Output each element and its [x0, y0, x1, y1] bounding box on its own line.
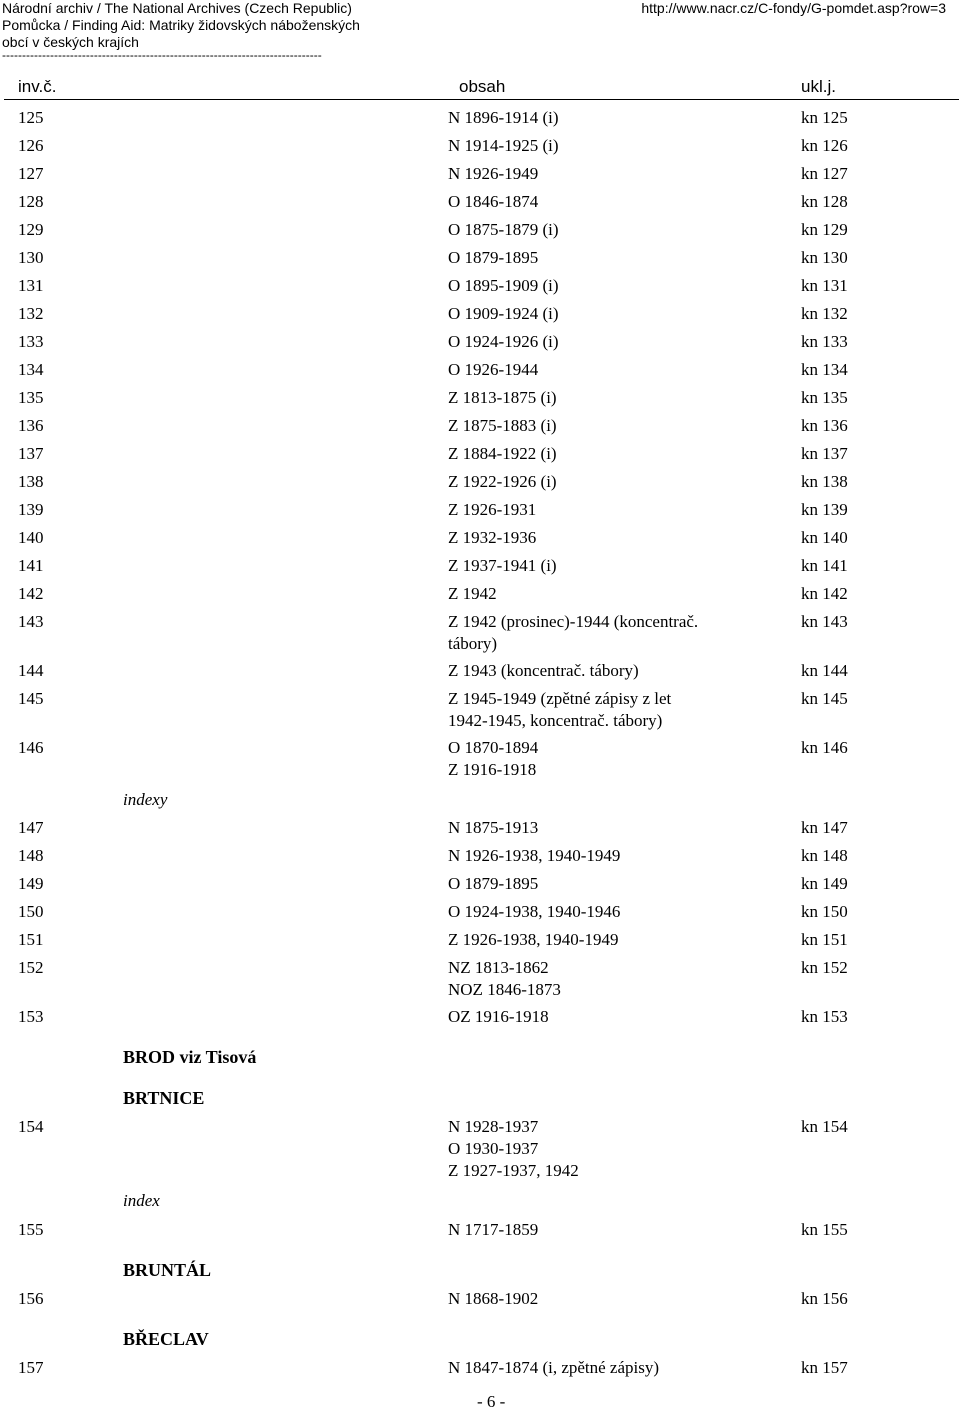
inventory-number: 137 [18, 444, 44, 463]
inventory-number: 128 [18, 192, 44, 211]
content-cell [448, 1357, 748, 1379]
inventory-number: 141 [18, 556, 44, 575]
content-cell [448, 901, 748, 923]
section-heading: BROD viz Tisová [123, 1047, 257, 1067]
inventory-number: 132 [18, 304, 44, 323]
content-cell [448, 471, 748, 493]
inventory-number: 134 [18, 360, 44, 379]
storage-unit: kn 136 [801, 416, 848, 435]
content-line: Z 1945-1949 (zpětné zápisy z let [448, 689, 672, 708]
content-line: Z 1813-1875 (i) [448, 388, 557, 407]
storage-unit: kn 153 [801, 1007, 848, 1026]
storage-unit: kn 155 [801, 1220, 848, 1239]
storage-unit: kn 127 [801, 164, 848, 183]
content-cell [448, 499, 748, 521]
page-number: - 6 - [477, 1392, 506, 1411]
content-line: O 1930-1937 [448, 1139, 539, 1158]
content-cell [448, 107, 748, 129]
content-cell [448, 611, 748, 655]
content-line: N 1926-1949 [448, 164, 539, 183]
content-line: N 1868-1902 [448, 1289, 539, 1308]
storage-unit: kn 152 [801, 958, 848, 977]
content-cell [448, 660, 748, 682]
content-cell [448, 359, 748, 381]
header-archive-name: Národní archiv / The National Archives (Czech Republic) [2, 0, 352, 16]
storage-unit: kn 150 [801, 902, 848, 921]
content-cell [448, 555, 748, 577]
content-line: O 1895-1909 (i) [448, 276, 559, 295]
content-line: Z 1926-1931 [448, 500, 537, 519]
storage-unit: kn 149 [801, 874, 848, 893]
content-line: Z 1942 [448, 584, 497, 603]
content-cell [448, 817, 748, 839]
inventory-number: 157 [18, 1358, 44, 1377]
content-line: Z 1927-1937, 1942 [448, 1161, 579, 1180]
inventory-number: 144 [18, 661, 44, 680]
storage-unit: kn 146 [801, 738, 848, 757]
content-line: O 1909-1924 (i) [448, 304, 559, 323]
inventory-number: 155 [18, 1220, 44, 1239]
content-cell [448, 303, 748, 325]
storage-unit: kn 126 [801, 136, 848, 155]
inventory-number: 147 [18, 818, 44, 837]
content-cell [448, 135, 748, 157]
content-line: N 1928-1937 [448, 1117, 539, 1136]
content-cell [448, 387, 748, 409]
content-line: Z 1932-1936 [448, 528, 537, 547]
inventory-number: 145 [18, 689, 44, 708]
content-line: tábory) [448, 634, 498, 653]
content-line: Z 1922-1926 (i) [448, 472, 557, 491]
content-line: N 1926-1938, 1940-1949 [448, 846, 621, 865]
content-cell [448, 163, 748, 185]
storage-unit: kn 131 [801, 276, 848, 295]
subsection-label: index [123, 1191, 160, 1210]
storage-unit: kn 143 [801, 612, 848, 631]
content-cell [448, 1116, 748, 1182]
content-line: Z 1943 (koncentrač. tábory) [448, 661, 639, 680]
content-line: Z 1942 (prosinec)-1944 (koncentrač. [448, 612, 699, 631]
storage-unit: kn 138 [801, 472, 848, 491]
content-line: O 1870-1894 [448, 738, 539, 757]
content-line: N 1847-1874 (i, zpětné zápisy) [448, 1358, 660, 1377]
content-line: Z 1875-1883 (i) [448, 416, 557, 435]
header-url: http://www.nacr.cz/C-fondy/G-pomdet.asp?row=3 [641, 0, 946, 16]
content-cell [448, 737, 748, 781]
storage-unit: kn 141 [801, 556, 848, 575]
inventory-number: 140 [18, 528, 44, 547]
content-cell [448, 873, 748, 895]
storage-unit: kn 137 [801, 444, 848, 463]
header-finding-aid: Pomůcka / Finding Aid: Matriky židovských náboženských [2, 17, 360, 33]
storage-unit: kn 134 [801, 360, 848, 379]
inventory-number: 131 [18, 276, 44, 295]
content-cell [448, 219, 748, 241]
inventory-number: 135 [18, 388, 44, 407]
content-cell [448, 331, 748, 353]
content-line: O 1846-1874 [448, 192, 539, 211]
content-cell [448, 1219, 748, 1241]
inventory-number: 156 [18, 1289, 44, 1308]
content-line: Z 1926-1938, 1940-1949 [448, 930, 619, 949]
inventory-number: 143 [18, 612, 44, 631]
content-line: NZ 1813-1862 [448, 958, 549, 977]
content-cell [448, 191, 748, 213]
document-header-left [2, 0, 360, 51]
header-dash-separator: -------------------------------------------------------------------------------- [2, 49, 322, 61]
content-line: O 1924-1938, 1940-1946 [448, 902, 621, 921]
storage-unit: kn 128 [801, 192, 848, 211]
content-cell [448, 527, 748, 549]
storage-unit: kn 156 [801, 1289, 848, 1308]
storage-unit: kn 157 [801, 1358, 848, 1377]
content-cell [448, 957, 748, 1001]
storage-unit: kn 154 [801, 1117, 848, 1136]
column-header-ukl: ukl.j. [801, 77, 836, 96]
storage-unit: kn 125 [801, 108, 848, 127]
storage-unit: kn 140 [801, 528, 848, 547]
section-heading: BŘECLAV [123, 1329, 209, 1349]
header-rule [4, 99, 959, 100]
inventory-number: 148 [18, 846, 44, 865]
column-header-inv: inv.č. [18, 77, 57, 96]
content-cell [448, 247, 748, 269]
content-cell [448, 1288, 748, 1310]
inventory-number: 136 [18, 416, 44, 435]
inventory-number: 154 [18, 1117, 44, 1136]
content-line: Z 1916-1918 [448, 760, 537, 779]
inventory-number: 126 [18, 136, 44, 155]
inventory-number: 149 [18, 874, 44, 893]
content-line: N 1896-1914 (i) [448, 108, 559, 127]
content-line: O 1926-1944 [448, 360, 539, 379]
inventory-number: 152 [18, 958, 44, 977]
storage-unit: kn 132 [801, 304, 848, 323]
content-cell [448, 1006, 748, 1028]
storage-unit: kn 151 [801, 930, 848, 949]
storage-unit: kn 135 [801, 388, 848, 407]
content-cell [448, 415, 748, 437]
inventory-number: 151 [18, 930, 44, 949]
inventory-number: 142 [18, 584, 44, 603]
storage-unit: kn 139 [801, 500, 848, 519]
content-cell [448, 845, 748, 867]
inventory-number: 129 [18, 220, 44, 239]
content-line: O 1879-1895 [448, 248, 539, 267]
content-line: O 1875-1879 (i) [448, 220, 559, 239]
content-cell [448, 275, 748, 297]
storage-unit: kn 144 [801, 661, 848, 680]
storage-unit: kn 129 [801, 220, 848, 239]
section-heading: BRUNTÁL [123, 1260, 212, 1280]
content-line: Z 1884-1922 (i) [448, 444, 557, 463]
section-heading: BRTNICE [123, 1088, 205, 1108]
inventory-number: 130 [18, 248, 44, 267]
content-line: 1942-1945, koncentrač. tábory) [448, 711, 663, 730]
content-line: O 1879-1895 [448, 874, 539, 893]
content-line: Z 1937-1941 (i) [448, 556, 557, 575]
header-finding-aid-cont: obcí v českých krajích [2, 34, 139, 50]
content-line: N 1717-1859 [448, 1220, 539, 1239]
content-cell [448, 688, 748, 732]
inventory-number: 133 [18, 332, 44, 351]
content-line: NOZ 1846-1873 [448, 980, 561, 999]
inventory-number: 150 [18, 902, 44, 921]
inventory-number: 127 [18, 164, 44, 183]
content-line: N 1875-1913 [448, 818, 539, 837]
content-cell [448, 929, 748, 951]
inventory-number: 139 [18, 500, 44, 519]
subsection-label: indexy [123, 790, 168, 809]
storage-unit: kn 148 [801, 846, 848, 865]
content-line: O 1924-1926 (i) [448, 332, 559, 351]
inventory-number: 125 [18, 108, 44, 127]
storage-unit: kn 130 [801, 248, 848, 267]
content-cell [448, 443, 748, 465]
storage-unit: kn 145 [801, 689, 848, 708]
column-header-content: obsah [459, 77, 506, 96]
inventory-number: 153 [18, 1007, 44, 1026]
storage-unit: kn 133 [801, 332, 848, 351]
storage-unit: kn 147 [801, 818, 848, 837]
inventory-number: 138 [18, 472, 44, 491]
storage-unit: kn 142 [801, 584, 848, 603]
content-line: OZ 1916-1918 [448, 1007, 549, 1026]
content-line: N 1914-1925 (i) [448, 136, 559, 155]
content-cell [448, 583, 748, 605]
inventory-number: 146 [18, 738, 44, 757]
